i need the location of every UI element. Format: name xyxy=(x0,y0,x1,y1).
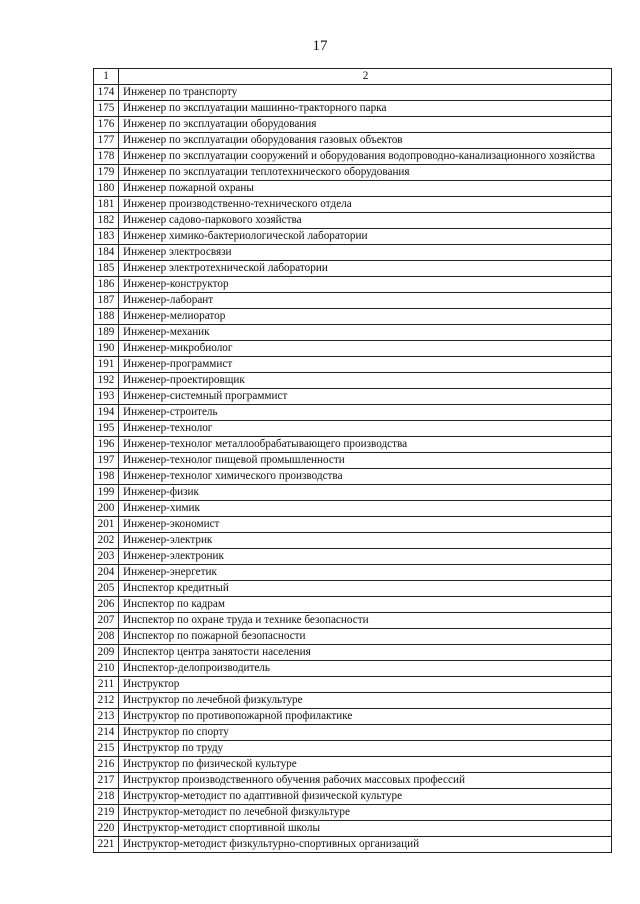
table-row xyxy=(94,757,612,773)
row-number: 221 xyxy=(94,837,119,853)
row-number: 183 xyxy=(94,229,119,245)
table-row xyxy=(94,405,612,421)
table-row xyxy=(94,341,612,357)
table-row xyxy=(94,245,612,261)
row-number: 204 xyxy=(94,565,119,581)
row-title: Инженер-микробиолог xyxy=(119,341,612,357)
row-number: 219 xyxy=(94,805,119,821)
occupations-table xyxy=(93,68,612,853)
table-row xyxy=(94,565,612,581)
row-title: Инженер по эксплуатации сооружений и оборудования водопроводно-канализационного хозяйства xyxy=(119,149,612,165)
row-number: 187 xyxy=(94,293,119,309)
row-number: 201 xyxy=(94,517,119,533)
row-number: 194 xyxy=(94,405,119,421)
table-row xyxy=(94,181,612,197)
row-number: 212 xyxy=(94,693,119,709)
row-title: Инженер-технолог пищевой промышленности xyxy=(119,453,612,469)
table-row xyxy=(94,773,612,789)
row-number: 189 xyxy=(94,325,119,341)
row-number: 198 xyxy=(94,469,119,485)
row-title: Инструктор xyxy=(119,677,612,693)
table-row xyxy=(94,389,612,405)
table-row xyxy=(94,133,612,149)
row-number: 211 xyxy=(94,677,119,693)
row-title: Инспектор по кадрам xyxy=(119,597,612,613)
row-title: Инженер-электроник xyxy=(119,549,612,565)
row-title: Инженер-энергетик xyxy=(119,565,612,581)
table-row xyxy=(94,725,612,741)
row-title: Инспектор-делопроизводитель xyxy=(119,661,612,677)
row-title: Инструктор по физической культуре xyxy=(119,757,612,773)
table-row xyxy=(94,613,612,629)
row-number: 213 xyxy=(94,709,119,725)
table-row xyxy=(94,661,612,677)
table-row xyxy=(94,197,612,213)
row-number: 200 xyxy=(94,501,119,517)
table-row xyxy=(94,629,612,645)
table-row xyxy=(94,453,612,469)
row-number: 184 xyxy=(94,245,119,261)
table-row xyxy=(94,533,612,549)
table-row xyxy=(94,469,612,485)
row-title: Инженер производственно-технического отдела xyxy=(119,197,612,213)
row-number: 185 xyxy=(94,261,119,277)
row-number: 214 xyxy=(94,725,119,741)
row-number: 220 xyxy=(94,821,119,837)
table-row xyxy=(94,85,612,101)
row-title: Инструктор по спорту xyxy=(119,725,612,741)
row-title: Инструктор-методист физкультурно-спортивных организаций xyxy=(119,837,612,853)
row-number: 206 xyxy=(94,597,119,613)
row-number: 207 xyxy=(94,613,119,629)
row-title: Инженер-экономист xyxy=(119,517,612,533)
table-row xyxy=(94,165,612,181)
row-number: 188 xyxy=(94,309,119,325)
table-row xyxy=(94,309,612,325)
table-row xyxy=(94,437,612,453)
row-title: Инженер-строитель xyxy=(119,405,612,421)
row-number: 208 xyxy=(94,629,119,645)
row-number: 215 xyxy=(94,741,119,757)
table-row xyxy=(94,805,612,821)
row-title: Инструктор по противопожарной профилактике xyxy=(119,709,612,725)
table-row xyxy=(94,517,612,533)
table-row xyxy=(94,693,612,709)
row-title: Инженер-химик xyxy=(119,501,612,517)
row-title: Инженер-физик xyxy=(119,485,612,501)
row-number: 217 xyxy=(94,773,119,789)
row-number: 216 xyxy=(94,757,119,773)
table-row xyxy=(94,677,612,693)
row-title: Инженер химико-бактериологической лаборатории xyxy=(119,229,612,245)
row-title: Инженер-технолог химического производства xyxy=(119,469,612,485)
row-title: Инструктор по труду xyxy=(119,741,612,757)
row-title: Инструктор по лечебной физкультуре xyxy=(119,693,612,709)
row-title: Инженер садово-паркового хозяйства xyxy=(119,213,612,229)
table-row xyxy=(94,261,612,277)
row-number: 178 xyxy=(94,149,119,165)
row-number: 210 xyxy=(94,661,119,677)
header-col-title: 2 xyxy=(119,69,612,85)
table-row xyxy=(94,149,612,165)
row-number: 196 xyxy=(94,437,119,453)
row-number: 202 xyxy=(94,533,119,549)
row-title: Инженер-лаборант xyxy=(119,293,612,309)
table-row xyxy=(94,741,612,757)
row-title: Инструктор-методист спортивной школы xyxy=(119,821,612,837)
row-number: 190 xyxy=(94,341,119,357)
table-row xyxy=(94,501,612,517)
row-title: Инженер-мелиоратор xyxy=(119,309,612,325)
table-row xyxy=(94,485,612,501)
table-row xyxy=(94,101,612,117)
table-row xyxy=(94,549,612,565)
table-row xyxy=(94,117,612,133)
row-title: Инженер электротехнической лаборатории xyxy=(119,261,612,277)
row-title: Инспектор центра занятости населения xyxy=(119,645,612,661)
row-title: Инспектор по охране труда и технике безопасности xyxy=(119,613,612,629)
table-row xyxy=(94,293,612,309)
row-title: Инженер по эксплуатации оборудования газовых объектов xyxy=(119,133,612,149)
row-title: Инженер пожарной охраны xyxy=(119,181,612,197)
row-title: Инженер-системный программист xyxy=(119,389,612,405)
table-row xyxy=(94,357,612,373)
row-number: 174 xyxy=(94,85,119,101)
row-title: Инженер-конструктор xyxy=(119,277,612,293)
row-number: 182 xyxy=(94,213,119,229)
header-col-number: 1 xyxy=(94,69,119,85)
row-title: Инженер по эксплуатации оборудования xyxy=(119,117,612,133)
row-number: 192 xyxy=(94,373,119,389)
row-number: 181 xyxy=(94,197,119,213)
row-title: Инструктор-методист по лечебной физкультуре xyxy=(119,805,612,821)
row-number: 193 xyxy=(94,389,119,405)
table-row xyxy=(94,373,612,389)
row-title: Инженер по эксплуатации машинно-тракторного парка xyxy=(119,101,612,117)
row-title: Инспектор кредитный xyxy=(119,581,612,597)
table-row xyxy=(94,421,612,437)
row-number: 203 xyxy=(94,549,119,565)
row-title: Инженер по эксплуатации теплотехнического оборудования xyxy=(119,165,612,181)
row-number: 176 xyxy=(94,117,119,133)
table-row xyxy=(94,277,612,293)
table-row xyxy=(94,821,612,837)
row-number: 179 xyxy=(94,165,119,181)
row-title: Инженер по транспорту xyxy=(119,85,612,101)
row-title: Инженер-технолог металлообрабатывающего производства xyxy=(119,437,612,453)
row-title: Инженер-механик xyxy=(119,325,612,341)
row-title: Инженер-технолог xyxy=(119,421,612,437)
table-header-row xyxy=(94,69,612,85)
row-title: Инструктор-методист по адаптивной физической культуре xyxy=(119,789,612,805)
row-number: 197 xyxy=(94,453,119,469)
row-title: Инструктор производственного обучения рабочих массовых профессий xyxy=(119,773,612,789)
table-row xyxy=(94,229,612,245)
row-title: Инженер-программист xyxy=(119,357,612,373)
row-title: Инженер-электрик xyxy=(119,533,612,549)
table-row xyxy=(94,325,612,341)
table-row xyxy=(94,213,612,229)
row-number: 209 xyxy=(94,645,119,661)
row-title: Инженер-проектировщик xyxy=(119,373,612,389)
table-row xyxy=(94,709,612,725)
table-row xyxy=(94,837,612,853)
row-number: 199 xyxy=(94,485,119,501)
row-number: 175 xyxy=(94,101,119,117)
table-row xyxy=(94,581,612,597)
table-row xyxy=(94,597,612,613)
row-number: 218 xyxy=(94,789,119,805)
row-number: 195 xyxy=(94,421,119,437)
row-title: Инженер электросвязи xyxy=(119,245,612,261)
page-number: 17 xyxy=(312,38,328,54)
row-number: 186 xyxy=(94,277,119,293)
row-title: Инспектор по пожарной безопасности xyxy=(119,629,612,645)
row-number: 205 xyxy=(94,581,119,597)
table-row xyxy=(94,789,612,805)
table-row xyxy=(94,645,612,661)
row-number: 191 xyxy=(94,357,119,373)
row-number: 177 xyxy=(94,133,119,149)
row-number: 180 xyxy=(94,181,119,197)
